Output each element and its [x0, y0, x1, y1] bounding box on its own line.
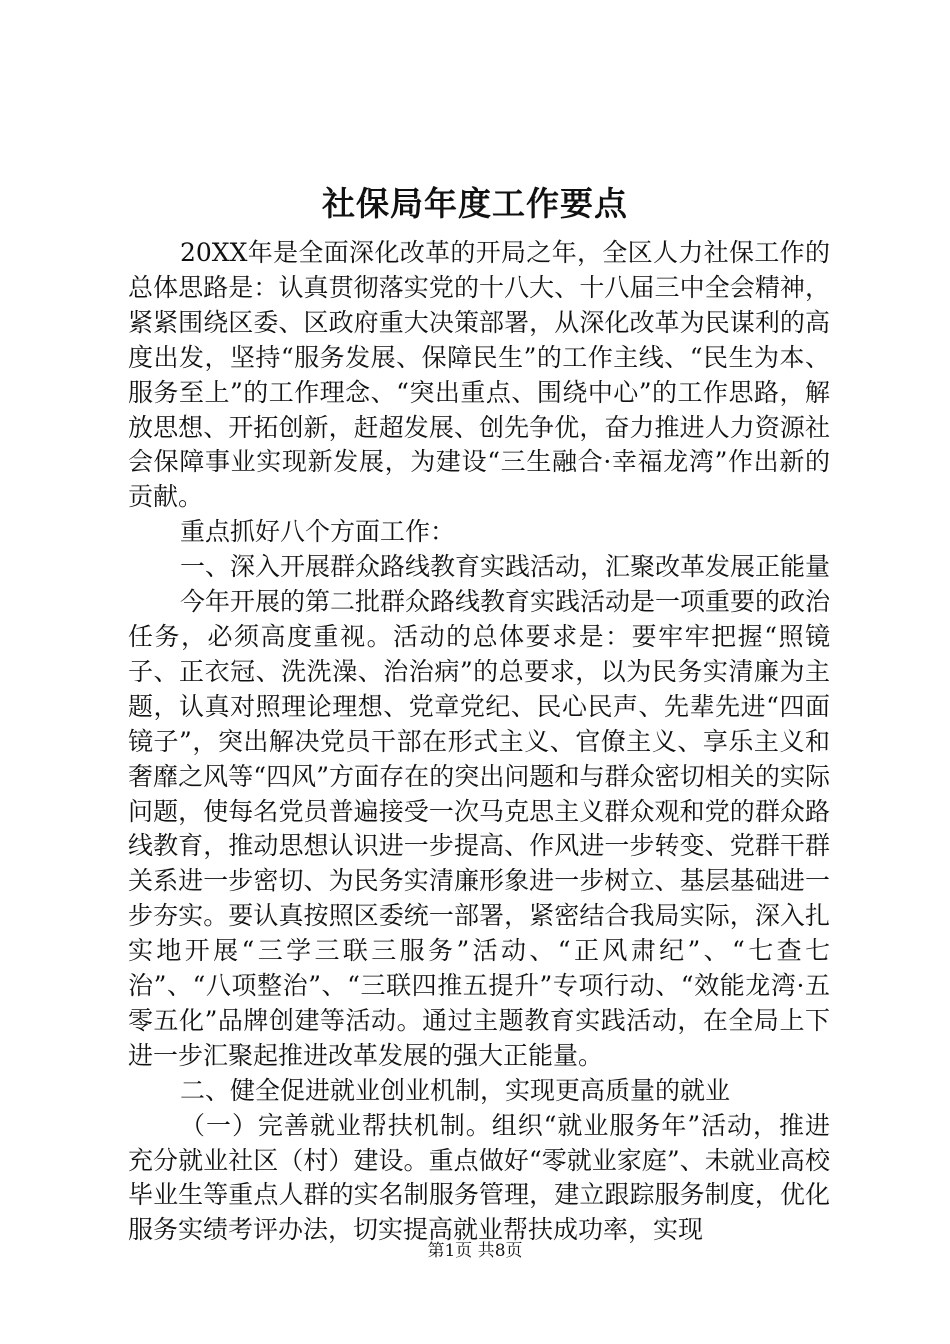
paragraph-section-2-1: （一）完善就业帮扶机制。组织“就业服务年”活动，推进充分就业社区（村）建设。重点做好“零就业家庭”、未就业高校毕业生等重点人群的实名制服务管理，建立跟踪服务制度，优化服务实绩考评办法，切实提高就业帮扶成功率，实现: [128, 1110, 830, 1245]
page-footer: 第1页 共8页: [427, 1241, 523, 1261]
document-body: [128, 236, 830, 1248]
section-heading-2: 二、健全促进就业创业机制，实现更高质量的就业: [180, 1075, 731, 1105]
paragraph-key-points: 重点抓好八个方面工作：: [180, 517, 456, 547]
document-title: 社保局年度工作要点: [322, 184, 628, 223]
paragraph-intro: 20XX年是全面深化改革的开局之年，全区人力社保工作的总体思路是：认真贯彻落实党的十八大、十八届三中全会精神，紧紧围绕区委、区政府重大决策部署，从深化改革为民谋利的高度出发，坚持“服务发展、保障民生”的工作主线、“民生为本、服务至上”的工作理念、“突出重点、围绕中心”的工作思路，解放思想、开拓创新，赶超发展、创先争优，奋力推进人力资源社会保障事业实现新发展，为建设“三生融合·幸福龙湾”作出新的贡献。: [128, 238, 830, 512]
section-heading-1: 一、深入开展群众路线教育实践活动，汇聚改革发展正能量: [180, 552, 831, 582]
paragraph-section-1: 今年开展的第二批群众路线教育实践活动是一项重要的政治任务，必须高度重视。活动的总体要求是：要牢牢把握“照镜子、正衣冠、洗洗澡、治治病”的总要求，以为民务实清廉为主题，认真对照理论理想、党章党纪、民心民声、先辈先进“四面镜子”，突出解决党员干部在形式主义、官僚主义、享乐主义和奢靡之风等“四风”方面存在的突出问题和与群众密切相关的实际问题，使每名党员普遍接受一次马克思主义群众观和党的群众路线教育，推动思想认识进一步提高、作风进一步转变、党群干群关系进一步密切、为民务实清廉形象进一步树立、基层基础进一步夯实。要认真按照区委统一部署，紧密结合我局实际，深入扎实地开展“三学三联三服务”活动、“正风肃纪”、“七查七治”、“八项整治”、“三联四推五提升”专项行动、“效能龙湾·五零五化”品牌创建等活动。通过主题教育实践活动，在全局上下进一步汇聚起推进改革发展的强大正能量。: [128, 587, 831, 1070]
